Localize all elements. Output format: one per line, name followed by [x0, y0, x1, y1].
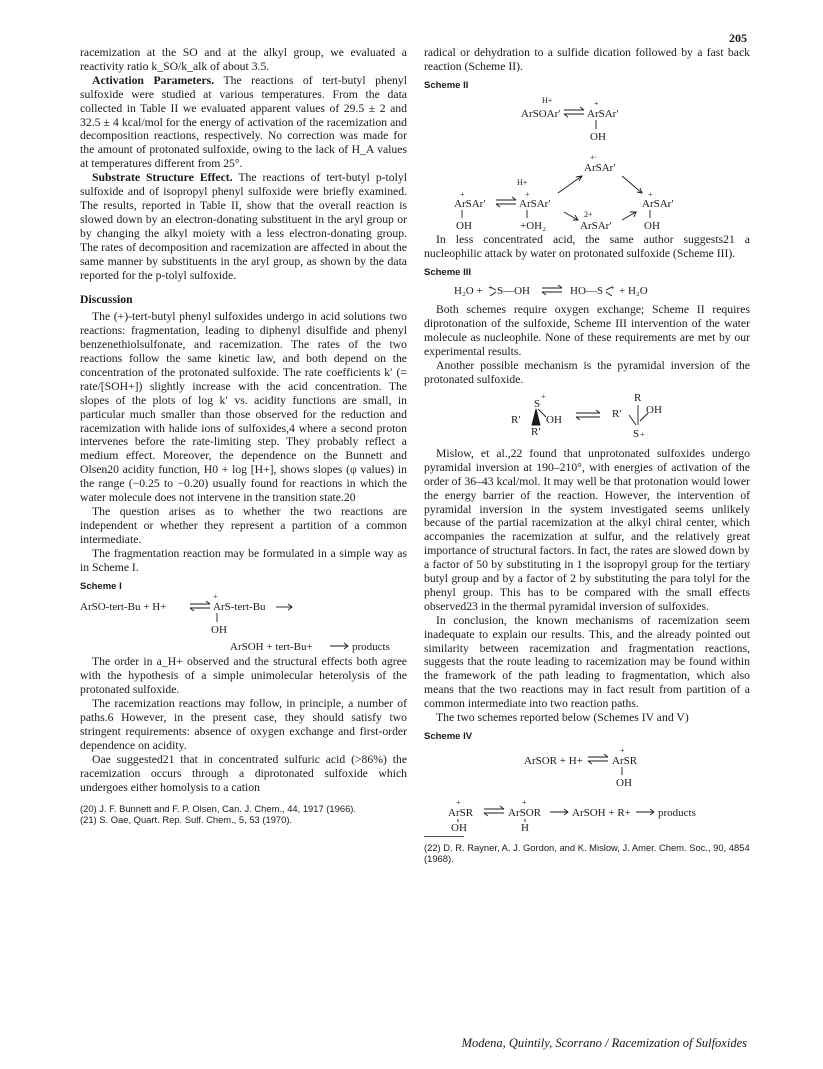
svg-text:ArSOR: ArSOR: [508, 806, 542, 819]
svg-text:ArSAr′: ArSAr′: [580, 219, 612, 232]
svg-text:+ H₂O: + H₂O: [619, 285, 648, 298]
svg-text:+: +: [525, 189, 530, 199]
page-number: 205: [729, 31, 747, 45]
svg-text:ArSR: ArSR: [448, 806, 474, 819]
footnote: (22) D. R. Rayner, A. J. Gordon, and K. Mislow, J. Amer. Chem. Soc., 90, 4854 (1968).: [424, 841, 750, 865]
paragraph: Oae suggested21 that in concentrated sulfuric acid (>86%) the racemization occurs through a diprotonated sulfoxide which undergoes either homolysis to a cation: [80, 752, 407, 794]
svg-text:H₂O +: H₂O +: [454, 285, 483, 298]
paragraph-activation: Activation Parameters. The reactions of tert-butyl phenyl sulfoxide were studied at various temperatures. From the data collected in Table II we evaluated apparent values of 29.5 ± 2 and 32.5 ± 4 kcal/mol for the energy of activation of the racemization and decomposition reactions, respectively. No correction was made for the amount of protonated sulfoxide, owing to the lack of H_A values at temperatures different from 25°.: [80, 73, 407, 171]
svg-text:R′: R′: [612, 407, 622, 420]
svg-text:ArSAr′: ArSAr′: [454, 197, 486, 210]
paragraph: In conclusion, the known mechanisms of racemization seem inadequate to explain our results. This, and the already pointed out similarity between racemization and fragmentation reactions, suggests that the route leading to racemization may be found within the framework of the path leading to fragmentation, which also means that the two reactions may in fact result from partition of a common intermediate into two reaction paths.: [424, 613, 750, 711]
svg-text:+: +: [460, 189, 465, 199]
runin-heading: Activation Parameters.: [92, 73, 215, 87]
running-footer: Modena, Quintily, Scorrano / Racemization of Sulfoxides: [461, 1036, 747, 1050]
svg-text:+: +: [640, 429, 645, 439]
right-column: [424, 46, 750, 865]
svg-text:OH: OH: [616, 776, 632, 789]
footnotes: [80, 803, 407, 826]
svg-text:+: +: [456, 797, 461, 807]
svg-text:OH: OH: [646, 403, 662, 416]
s1-product: ArS-tert-Bu: [213, 601, 266, 614]
footnotes: [424, 842, 750, 865]
svg-text:H+: H+: [517, 177, 528, 187]
svg-text:H+: H+: [542, 95, 553, 105]
svg-text:R′: R′: [511, 413, 521, 426]
svg-text:OH: OH: [451, 821, 467, 832]
svg-text:ArSAr′: ArSAr′: [587, 107, 619, 120]
paragraph: The racemization reactions may follow, in principle, a number of paths.6 However, in the present case, they should satisfy two stringent requirements: absence of oxygen exchange and first-order dependence on acidity.: [80, 697, 407, 752]
svg-text:products: products: [658, 806, 696, 819]
svg-text:+: +: [522, 797, 527, 807]
svg-text:ArSR: ArSR: [612, 754, 638, 767]
svg-text:+OH₂: +OH₂: [520, 219, 546, 232]
svg-text:+: +: [488, 283, 493, 293]
svg-text:ArSOH + R+: ArSOH + R+: [572, 806, 631, 819]
svg-text:ArSAr′: ArSAr′: [584, 161, 616, 174]
paragraph: radical or dehydration to a sulfide dication followed by a fast back reaction (Scheme II).: [424, 46, 750, 73]
scheme-3-diagram: [424, 279, 750, 303]
scheme-label: Scheme III: [424, 266, 471, 278]
runin-heading: Substrate Structure Effect.: [92, 171, 233, 185]
svg-text:OH: OH: [590, 130, 606, 143]
svg-text:+: +: [213, 593, 218, 602]
pyramidal-inversion-diagram: [424, 387, 750, 447]
s1-reactant: ArSO-tert-Bu + H+: [80, 601, 167, 614]
svg-text:+·: +·: [590, 152, 598, 162]
svg-text:S—OH: S—OH: [497, 285, 531, 298]
svg-text:OH: OH: [546, 413, 562, 426]
paragraph: In less concentrated acid, the same author suggests21 a nucleophilic attack by water on protonated sulfoxide (Scheme III).: [424, 232, 750, 260]
svg-text:ArSOAr′: ArSOAr′: [521, 107, 561, 120]
s1-oh: OH: [211, 624, 227, 637]
paragraph: Both schemes require oxygen exchange; Scheme II requires diprotonation of the sulfoxide, Scheme III intervention of the water molecule as nucleophile. None of these requirements are met by our experimental results.: [424, 303, 750, 359]
equilibrium-arrow: [190, 601, 210, 611]
scheme-1-diagram: [80, 593, 407, 655]
section-heading: Discussion: [80, 293, 133, 307]
svg-text:R′: R′: [531, 425, 541, 438]
svg-text:HO—S: HO—S: [570, 285, 604, 298]
scheme-label: Scheme I: [80, 580, 122, 592]
svg-text:ArSAr′: ArSAr′: [642, 197, 674, 210]
footnote-rule: [424, 836, 464, 837]
s1-products: products: [352, 641, 390, 654]
svg-text:+: +: [541, 391, 546, 401]
svg-text:+: +: [620, 745, 625, 755]
paragraph: Another possible mechanism is the pyramidal inversion of the protonated sulfoxide.: [424, 359, 750, 386]
svg-text:+: +: [594, 98, 599, 108]
footnote: (20) J. F. Bunnett and F. P. Olsen, Can. J. Chem., 44, 1917 (1966).: [80, 802, 357, 814]
svg-text:OH: OH: [644, 219, 660, 232]
paragraph: The (+)-tert-butyl phenyl sulfoxides undergo in acid solutions two reactions: fragmentation, leading to diphenyl disulfide and phenyl benzenethiolsulfonate, and racemization. The rates of the two reactions follow the same kinetic law, and both depend on the concentration of the protonated sulfoxide. The rate coefficients k′ (= rate/[SOH+]) slightly increase with the acid concentration. The slopes of the plots of log k′ vs. acidity functions are small, in particular much smaller than those observed for the reduction and racemization with halide ions of sulfoxides,4 where a second proton intervenes before the rate-limiting step. They probably reflect a medium effect. Moreover, the dependence on the Bunnett and Olsen20 acidity function, H0 + log [H+], shows slopes (φ values) in the range (−0.25 to −0.20) usually found for reactions in which the water molecule does not intervene in the transition state.20: [80, 310, 407, 505]
svg-text:H: H: [521, 821, 529, 832]
paragraph: Mislow, et al.,22 found that unprotonated sulfoxides undergo pyramidal inversion at 190–210°, with energies of activation of the order of 36–43 kcal/mol. It may well be that protonation would lower the energy barrier of the reaction. However, the intervention of pyramidal inversion in the system investigated seems unlikely because of the partial racemization at the alkyl chiral center, which accompanies the racemization at sulfur, and the relatively great importance of structural factors. In fact, the rates are slowed down by a factor of 50 by substituting in 1 the isopropyl group for the tertiary butyl group and by a factor of 2 by substituting the para tolyl for the phenyl group. This has to be compared with the small effects observed23 in the thermal pyramidal inversion of sulfoxides.: [424, 446, 750, 613]
paragraph: The fragmentation reaction may be formulated in a simple way as in Scheme I.: [80, 546, 407, 574]
scheme-4-diagram: [424, 744, 750, 832]
paragraph-substrate: Substrate Structure Effect. The reactions of tert-butyl p-tolyl sulfoxide and of isopropyl phenyl sulfoxide were briefly examined. The results, reported in Table II, show that the overall reaction is slowed down by an electron-donating substituent in the aryl group or by changing the alkyl moiety with a less electron-donating group. The rates of decomposition and racemization are affected in about the same manner by substituents in the aryl group, as shown by the data reported for the p-tolyl sulfoxide.: [80, 171, 407, 282]
svg-text:2+: 2+: [584, 209, 593, 219]
svg-text:+: +: [648, 189, 653, 199]
paragraph: The two schemes reported below (Schemes IV and V): [436, 711, 689, 725]
svg-text:+: +: [610, 283, 615, 293]
svg-text:ArSAr′: ArSAr′: [519, 197, 551, 210]
left-column: [80, 46, 407, 826]
s1-line2: ArSOH + tert-Bu+: [230, 641, 313, 654]
footnote: (21) S. Oae, Quart. Rep. Sulf. Chem., 5, 53 (1970).: [80, 814, 293, 825]
paragraph: racemization at the SO and at the alkyl group, we evaluated a reactivity ratio k_SO/k_alk of about 3.5.: [80, 46, 407, 73]
scheme-label: Scheme II: [424, 79, 469, 91]
svg-text:ArSOR + H+: ArSOR + H+: [524, 754, 583, 767]
svg-text:R: R: [634, 391, 642, 404]
svg-text:S: S: [633, 427, 640, 440]
scheme-2-diagram: [424, 93, 750, 233]
svg-text:OH: OH: [456, 219, 472, 232]
svg-text:S: S: [534, 397, 541, 410]
paragraph: The order in a_H+ observed and the structural effects both agree with the hypothesis of a simple unimolecular heterolysis of the protonated sulfoxide.: [80, 655, 407, 697]
scheme-label: Scheme IV: [424, 731, 473, 742]
paragraph: The question arises as to whether the two reactions are independent or whether they represent a partition of a common intermediate.: [80, 505, 407, 546]
